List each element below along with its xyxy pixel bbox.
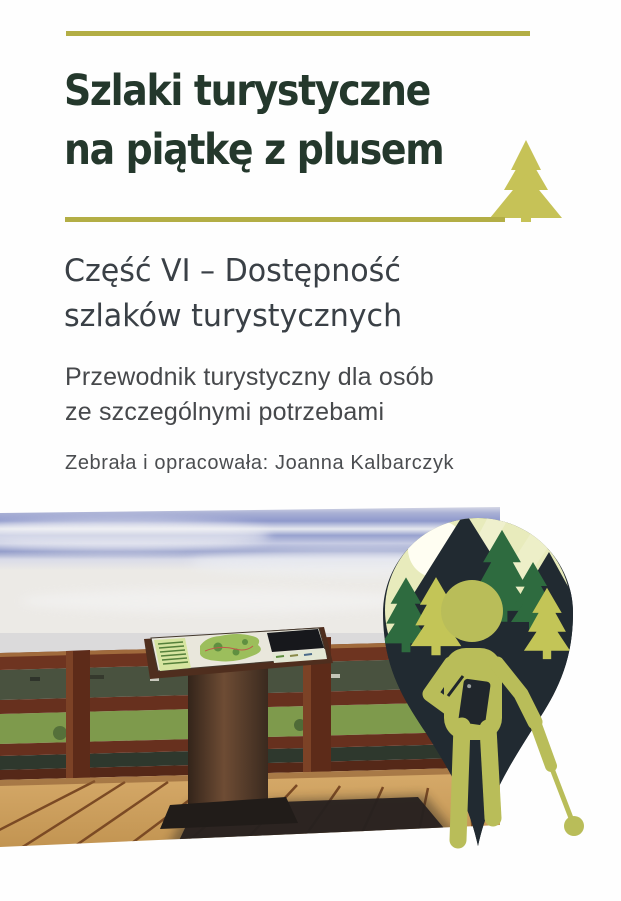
kiosk-dark-panel	[267, 629, 324, 652]
white-cane-icon	[535, 722, 584, 836]
cover-description-line2: ze szczególnymi potrzebami	[65, 398, 385, 426]
cover-description	[65, 360, 434, 430]
hiker-back-leg	[488, 728, 493, 818]
cover-credit: Zebrała i opracowała: Joanna Kalbarczyk	[65, 452, 455, 474]
cane-ball-tip	[564, 816, 584, 836]
location-pin-graphic	[370, 498, 602, 873]
kiosk-pedestal	[188, 662, 268, 813]
bottom-divider-rule	[65, 217, 505, 222]
top-divider-rule	[66, 31, 530, 36]
cloud	[20, 589, 420, 613]
cover-title-line1: Szlaki turystyczne	[64, 66, 431, 116]
cover-subtitle-line2: szlaków turystycznych	[64, 298, 403, 334]
location-pin-icon	[370, 498, 602, 873]
cover-subtitle	[64, 249, 402, 339]
cover-subtitle-line1: Część VI – Dostępność	[64, 253, 401, 289]
fir-tree-icon	[490, 140, 562, 222]
cover-title-line2: na piątkę z plusem	[64, 125, 444, 175]
hiker-head	[441, 580, 503, 642]
cover-description-line1: Przewodnik turystyczny dla osób	[65, 363, 434, 391]
cover-title	[64, 62, 443, 180]
hiker-front-leg	[458, 726, 462, 840]
